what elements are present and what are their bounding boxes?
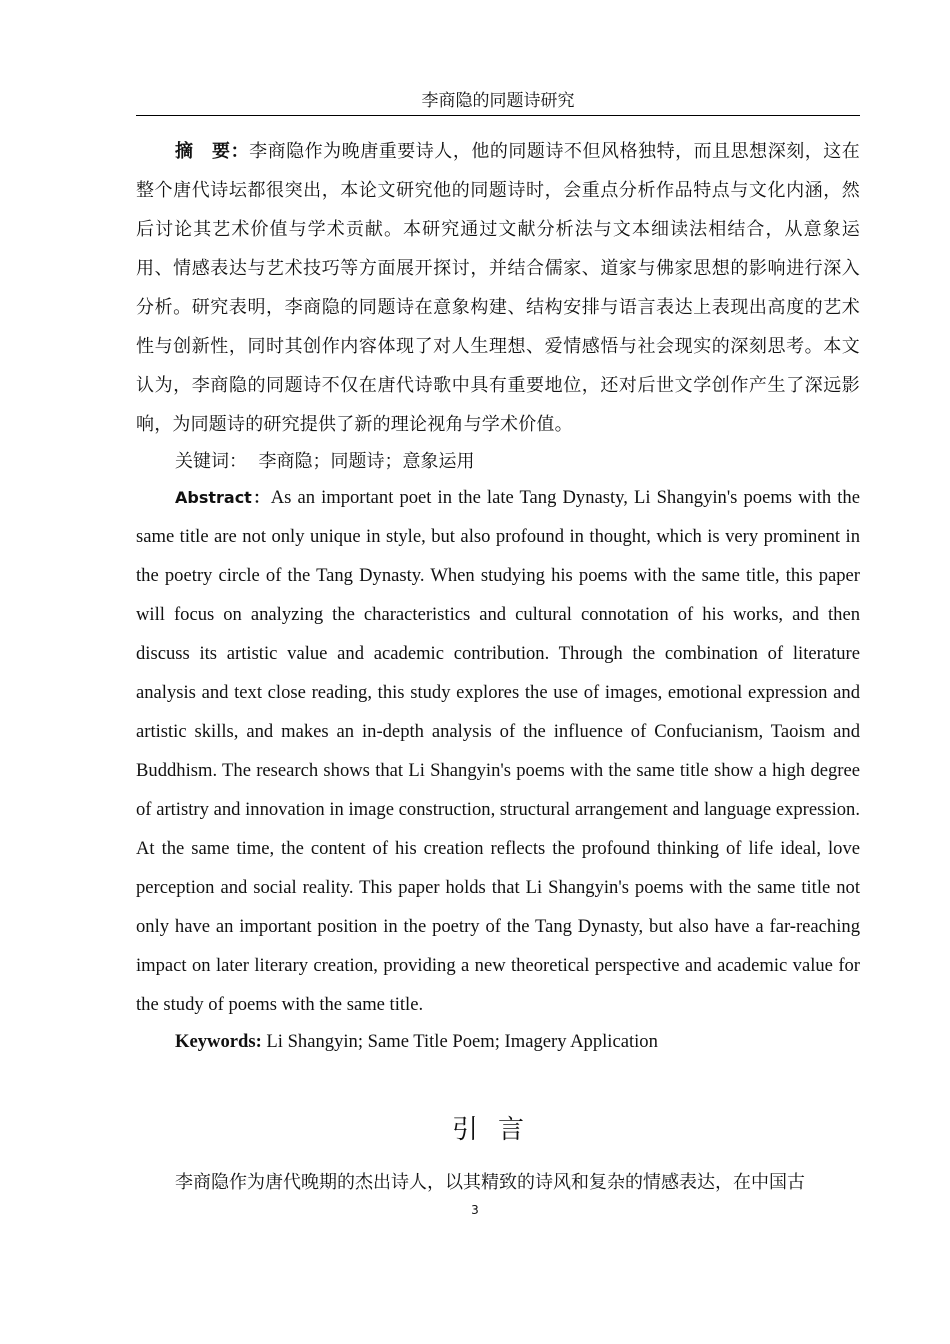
english-keywords-label: Keywords: [175,1031,262,1052]
english-abstract-label: Abstract： [175,488,271,507]
chinese-keywords [175,442,474,481]
english-abstract-text: As an important poet in the late Tang Dynasty, Li Shangyin's poems with the same title are not only unique in style, but also profound in thought, which is very prominent in the poetry circle of the Tang Dynasty. When studying his poems with the same title, this paper will focus on analyzing the characteristics and cultural connotation of his works, and then discuss its artistic value and academic contribution. Through the combination of literature analysis and text close reading, this study explores the use of images, emotional expression and artistic skills, and makes an in-depth analysis of the influence of Confucianism, Taoism and Buddhism. The research shows that Li Shangyin's poems with the same title show a high degree of artistry and innovation in image construction, structural arrangement and language expression. At the same time, the content of his creation reflects the profound thinking of life ideal, love perception and social reality. This paper holds that Li Shangyin's poems with the same title not only have an important position in the poetry of the Tang Dynasty, but also have a far-reaching impact on later literary creation, providing a new theoretical perspective and academic value for the study of poems with the same title. [136,487,860,1015]
section-body [136,1163,860,1202]
english-abstract [136,478,860,1024]
section-title: 引言 [451,1115,544,1145]
running-header-title: 李商隐的同题诗研究 [421,91,575,111]
english-keywords [175,1022,658,1061]
chinese-keywords-text: 李商隐；同题诗；意象运用 [258,451,475,472]
chinese-keywords-label: 关键词： [175,451,247,472]
english-keywords-text: Li Shangyin; Same Title Poem; Imagery Application [266,1031,658,1052]
page-number: 3 [471,1203,479,1217]
chinese-abstract-text: 李商隐作为晚唐重要诗人，他的同题诗不但风格独特，而且思想深刻，这在整个唐代诗坛都很突出，本论文研究他的同题诗时，会重点分析作品特点与文化内涵，然后讨论其艺术价值与学术贡献。本研究通过文献分析法与文本细读法相结合，从意象运用、情感表达与艺术技巧等方面展开探讨，并结合儒家、道家与佛家思想的影响进行深入分析。研究表明，李商隐的同题诗在意象构建、结构安排与语言表达上表现出高度的艺术性与创新性，同时其创作内容体现了对人生理想、爱情感悟与社会现实的深刻思考。本文认为，李商隐的同题诗不仅在唐代诗歌中具有重要地位，还对后世文学创作产生了深远影响，为同题诗的研究提供了新的理论视角与学术价值。 [136,141,860,435]
running-header [136,88,860,116]
chinese-abstract [136,132,860,444]
chinese-abstract-label: 摘 要： [175,141,250,162]
section-first-line: 李商隐作为唐代晚期的杰出诗人，以其精致的诗风和复杂的情感表达，在中国古 [175,1172,805,1193]
